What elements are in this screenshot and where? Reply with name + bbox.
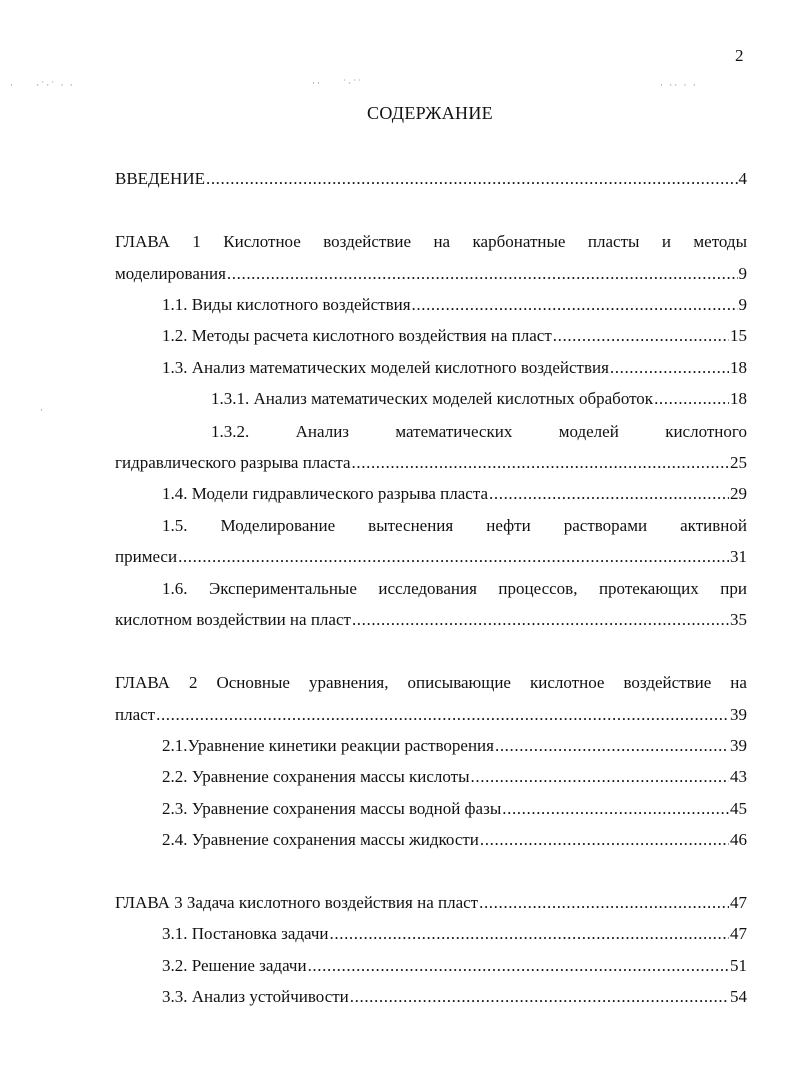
toc-label: 3.1. Постановка задачи [162,924,329,943]
toc-entry-1-3-1[interactable] [211,387,747,411]
toc-label: пласт [115,705,156,724]
word: пласты [587,232,640,251]
word: моделей [558,422,619,441]
toc-entry-chapter-1-cont[interactable] [115,262,747,286]
word: вытеснения [368,516,454,535]
word: уравнения, [309,673,389,692]
toc-entry-1-4[interactable] [162,482,747,506]
dot-leader [352,608,729,632]
toc-entry-1-6-cont[interactable] [115,608,747,632]
word: Основные [216,673,290,692]
toc-entry-chapter-2[interactable] [115,671,747,695]
toc-entry-1-5[interactable] [162,514,747,538]
dot-leader [479,891,729,915]
word: карбонатные [472,232,566,251]
toc-entry-1-5-cont[interactable] [115,545,747,569]
word: на [433,232,451,251]
dot-leader [412,293,738,317]
toc-entry-chapter-1[interactable] [115,230,747,254]
dot-leader [553,324,729,348]
dot-leader [654,387,729,411]
toc-entry-1-2[interactable] [162,324,747,348]
dot-leader [330,922,729,946]
word: активной [680,516,747,535]
toc-label: 2.3. Уравнение сохранения массы водной фазы [162,799,502,818]
dot-leader [495,734,729,758]
toc-entry-2-1[interactable] [162,734,747,758]
toc-entry-1-3-2-cont[interactable] [115,451,747,475]
toc-page: 31 [730,547,747,566]
toc-label: 1.1. Виды кислотного воздействия [162,295,411,314]
toc-label: 3.3. Анализ устойчивости [162,987,349,1006]
dot-leader [308,954,729,978]
toc-label: 2.1.Уравнение кинетики реакции растворения [162,736,494,755]
toc-entry-1-6[interactable] [162,577,747,601]
scan-noise-mark: · ·· · · [660,80,698,90]
toc-page: 51 [730,956,747,975]
scan-noise-mark: ·· ˙·˙˙ [312,78,364,88]
dot-leader [471,765,729,789]
word: кислотного [665,422,747,441]
toc-page: 54 [730,987,747,1006]
word: Экспериментальные [209,579,357,598]
word: и [661,232,671,251]
toc-label: 3.2. Решение задачи [162,956,307,975]
word: Кислотное [223,232,301,251]
toc-page: 29 [730,484,747,503]
word: 1.6. [162,579,188,598]
word: ГЛАВА [115,673,170,692]
dot-leader [489,482,729,506]
dot-leader [610,356,729,380]
toc-page: 9 [738,295,747,314]
word: кислотное [530,673,605,692]
dot-leader [178,545,729,569]
toc-label: 1.3. Анализ математических моделей кислотного воздействия [162,358,609,377]
toc-label: ГЛАВА 3 Задача кислотного воздействия на пласт [115,893,479,912]
dot-leader [156,703,729,727]
word: воздействие [323,232,412,251]
toc-page: 39 [730,736,747,755]
toc-label: 1.3.1. Анализ математических моделей кислотных обработок [211,389,654,408]
toc-label: ВВЕДЕНИЕ [115,169,205,188]
toc-entry-2-3[interactable] [162,797,747,821]
word: методы [693,232,747,251]
word: нефти [486,516,531,535]
toc-page: 39 [730,705,747,724]
dot-leader [206,167,738,191]
toc-entry-2-4[interactable] [162,828,747,852]
dot-leader [227,262,738,286]
toc-page: 35 [730,610,747,629]
toc-entry-intro[interactable] [115,167,747,191]
toc-entry-1-3-2[interactable] [211,420,747,444]
toc-label: 1.2. Методы расчета кислотного воздействия на пласт [162,326,552,345]
word: на [730,673,747,692]
toc-entry-3-3[interactable] [162,985,747,1009]
toc-page: 18 [730,358,747,377]
toc-entry-chapter-3[interactable] [115,891,747,915]
toc-page: 4 [738,169,747,188]
toc-page: 15 [730,326,747,345]
page-number: 2 [735,46,744,65]
word: исследования [378,579,477,598]
toc-page: 18 [730,389,747,408]
toc-entry-2-2[interactable] [162,765,747,789]
toc-label: 1.4. Модели гидравлического разрыва пласта [162,484,489,503]
toc-label: моделирования [115,264,226,283]
toc-page: 9 [738,264,747,283]
word: растворами [563,516,648,535]
scan-noise-mark: · [40,405,45,415]
toc-label: кислотном воздействии на пласт [115,610,351,629]
word: описывающие [407,673,511,692]
dot-leader [350,985,729,1009]
word: 1 [192,232,201,251]
toc-page: 47 [730,924,747,943]
word: при [720,579,747,598]
toc-page: 25 [730,453,747,472]
word: Анализ [295,422,350,441]
word: 2 [188,673,198,692]
word: воздействие [623,673,712,692]
word: 1.5. [162,516,188,535]
toc-page: 47 [730,893,747,912]
page-title: СОДЕРЖАНИЕ [367,103,493,123]
scan-noise-mark: · ·˙·˙ · · [10,80,75,90]
toc-entry-chapter-2-cont[interactable] [115,703,747,727]
toc-entry-3-1[interactable] [162,922,747,946]
toc-label: 2.2. Уравнение сохранения массы кислоты [162,767,470,786]
toc-page: 43 [730,767,747,786]
toc-entry-1-1[interactable] [162,293,747,317]
toc-page: 46 [730,830,747,849]
toc-entry-1-3[interactable] [162,356,747,380]
toc-label: гидравлического разрыва пласта [115,453,351,472]
dot-leader [502,797,729,821]
word: Моделирование [220,516,336,535]
word: протекающих [598,579,699,598]
word: процессов, [498,579,578,598]
word: математических [395,422,513,441]
word: ГЛАВА [115,232,170,251]
toc-page: 45 [730,799,747,818]
dot-leader [480,828,729,852]
toc-entry-3-2[interactable] [162,954,747,978]
toc-label: примеси [115,547,178,566]
dot-leader [352,451,729,475]
toc-label: 2.4. Уравнение сохранения массы жидкости [162,830,479,849]
word: 1.3.2. [211,422,250,441]
